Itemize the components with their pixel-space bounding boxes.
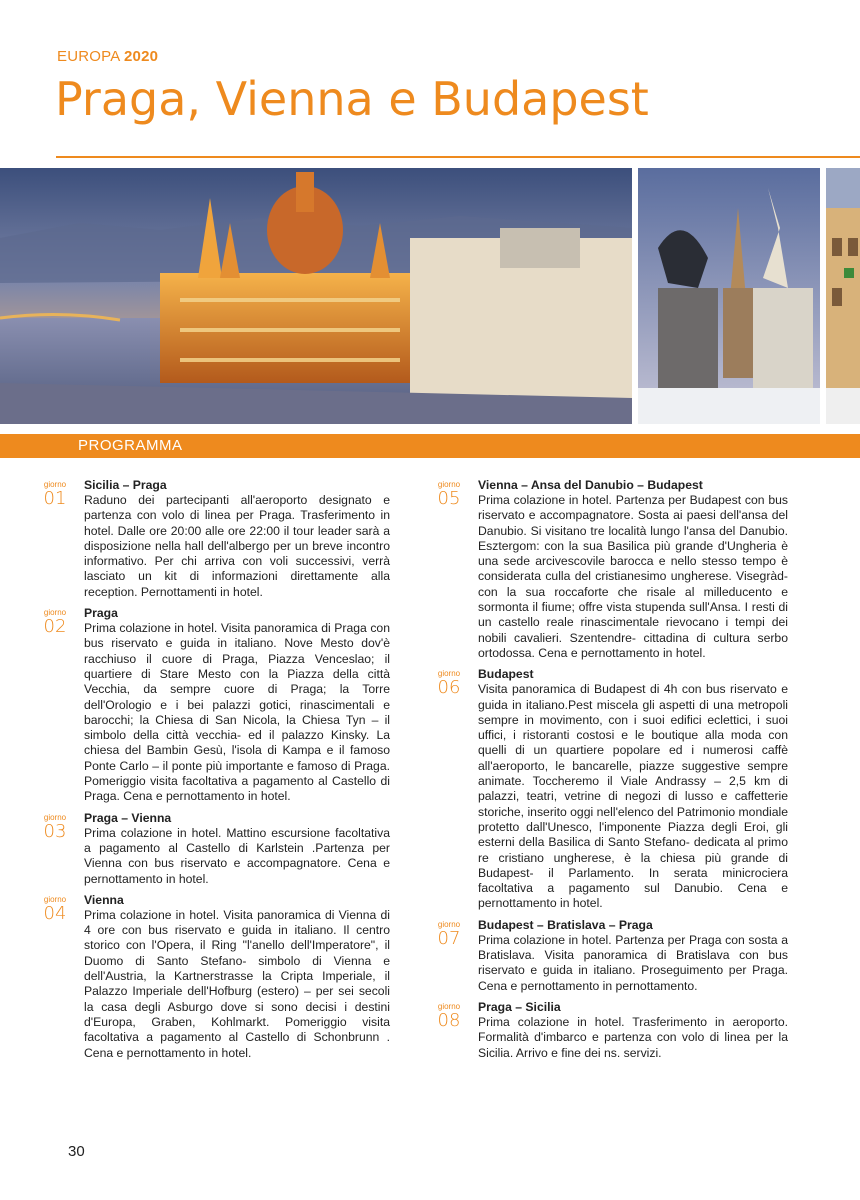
day-title: Praga [84, 606, 118, 621]
kicker [57, 48, 158, 65]
day-word: giorno [437, 1001, 461, 1011]
day-number: 06 [437, 677, 461, 699]
day-entry [432, 667, 788, 911]
day-number: 08 [437, 1009, 461, 1031]
vienna-statue-photo [638, 168, 820, 424]
day-word: giorno [43, 894, 67, 904]
day-word: giorno [437, 480, 461, 489]
day-title: Vienna – Ansa del Danubio – Budapest [478, 478, 703, 492]
day-text: Prima colazione in hotel. Partenza per Praga con sosta a Bratislava. Visita panoramica di Bratislava con bus riservato e guida in italiano. Proseguimento per Praga. Cena e pernottamento in pernottamento. [478, 932, 788, 993]
day-entry [38, 893, 390, 1061]
day-number: 03 [43, 820, 67, 842]
kicker-year: 2020 [123, 48, 159, 65]
section-label: PROGRAMMA [78, 437, 183, 454]
day-label [38, 480, 72, 508]
day-number: 04 [43, 902, 67, 924]
day-title: Praga – Sicilia [478, 999, 561, 1014]
page-number: 30 [68, 1143, 85, 1160]
day-entry [432, 478, 788, 661]
day-title: Sicilia – Praga [84, 478, 167, 492]
day-label [432, 480, 466, 508]
building-photo-partial [826, 168, 860, 424]
day-number: 01 [43, 488, 67, 509]
day-entry [432, 1000, 788, 1061]
day-label [38, 813, 72, 841]
day-label [38, 608, 72, 636]
day-word: giorno [43, 480, 67, 489]
page-title: Praga, Vienna e Budapest [55, 72, 649, 126]
day-text: Prima colazione in hotel. Mattino escursione facoltativa a pagamento al Castello di Karlstein .Partenza per Vienna con bus riservato e accompagnatore. Cena e pernottamento in hotel. [84, 825, 390, 886]
title-rule [56, 156, 860, 158]
day-number: 05 [437, 488, 461, 509]
day-text: Prima colazione in hotel. Visita panoramica di Vienna di 4 ore con bus riservato e guida in italiano. Il centro storico con l'Opera, il Ring "l'anello dell'Imperatore", il Duomo di Santo Stefano- simbolo di Vienna e dell'Austria, la Kartnerstrasse la Cripta Imperiale, il Palazzo Imperiale dell'Hofburg (estero) – per sei secoli la casa degli Asburgo dove si sono decisi i destini d'Europa, Graben, Kohlmarkt. Pomeriggio visita facoltativa a pagamento al Castello di Schonbrunn . Cena e pernottamento in hotel. [84, 907, 390, 1060]
day-word: giorno [43, 812, 67, 822]
section-band [0, 434, 860, 458]
day-text: Raduno dei partecipanti all'aeroporto designato e partenza con volo di linea per Praga. Trasferimento in hotel. Dalle ore 20:00 alle ore 22:00 il tour leader sarà a disposizione nella hall dell'albergo per un breve incontro informativo. Per chi arriva con voli successivi, verrà lasciato un kit di informazioni direttamente alla reception. Pernottamenti in hotel. [84, 493, 390, 599]
day-entry [432, 918, 788, 994]
day-entry [38, 606, 390, 805]
photo-strip [0, 168, 860, 424]
day-label [38, 895, 72, 923]
header [57, 48, 158, 65]
day-word: giorno [437, 919, 461, 929]
day-title: Budapest – Bratislava – Praga [478, 917, 653, 932]
day-label [432, 920, 466, 948]
day-word: giorno [437, 669, 461, 679]
day-number: 07 [437, 927, 461, 949]
itinerary-right-column [432, 478, 788, 1067]
day-label [432, 669, 466, 697]
day-text: Prima colazione in hotel. Visita panoramica di Praga con bus riservato e guida in italiano. Nove Mesto dov'è racchiuso il cuore di Praga, Piazza Venceslao; il quartiere di Stare Mesto con la Piazza della città Vecchia, da sempre cuore di Praga; la Torre dell'Orologio e i bei palazzi gotici, rinascimentali e barocchi; la Chiesa di San Nicola, la Chiesa Tyn – il simbolo della città vecchia- ed il palazzo Kinsky. La chiesa del Bambin Gesù, l'isola di Kampa e il famoso Ponte Carlo – il ponte più importante e famoso di Praga. Pomeriggio visita facoltativa a pagamento al Castello di Praga. Cena e pernottamento in hotel. [84, 621, 390, 804]
day-title: Budapest [478, 667, 534, 682]
day-entry [38, 811, 390, 887]
itinerary-left-column [38, 478, 390, 1067]
day-text: Prima colazione in hotel. Partenza per Budapest con bus riservato e accompagnatore. Sosta ai paesi dell'ansa del Danubio. Si visitano tre località lungo l'ansa del Danubio. Esztergom: con la sua Basilica più grande d'Ungheria è una sede arcivescovile barocca e nello stesso tempo è considerata culla del cristianesimo ungherese. Visegràd- con la sua roccaforte che risale al milleducento e sormonta il fiume; offre vista stupenda sull'Ansa. I resti di un castello reale rinascimentale rievocano i tempi dei nobili cavalieri. Szentendre- cittadina di cultura serbo ortodossa. Cena e pernottamento in hotel. [478, 493, 788, 660]
kicker-region: EUROPA [57, 48, 120, 65]
day-word: giorno [43, 608, 67, 618]
day-text: Visita panoramica di Budapest di 4h con bus riservato e guida in italiano.Pest miscela gli aspetti di una metropoli sempre in movimento, con i suoi edifici eclettici, i suoi uffici, i ristoranti costosi e le boutique alla moda con quelli di un quartiere popolare ed i numerosi caffè all'aeroporto, le bancarelle, piazze suggestive sempre animate. Toccheremo il Viale Andrassy – 2,5 km di palazzi, teatri, vetrine di negozi di lusso e caffetterie storiche, inserito oggi nell'elenco del Patrimonio mondiale protetto dall'Unesco, l'imponente Piazza degli Eroi, gli esterni della Basilica di Santo Stefano- dedicata al primo re cristiano ungherese, è la chiesa più grande di Budapest- il Parlamento. In serata minicrociera facoltativa a pagamento sul Danubio. Cena e pernottamento in hotel. [478, 682, 788, 911]
day-title: Vienna [84, 892, 124, 907]
day-number: 02 [43, 616, 67, 638]
budapest-parliament-photo [0, 168, 632, 424]
day-title: Praga – Vienna [84, 810, 172, 825]
day-label [432, 1002, 466, 1030]
day-text: Prima colazione in hotel. Trasferimento in aeroporto. Formalità d'imbarco e partenza con volo di linea per la Sicilia. Arrivo e fine dei ns. servizi. [478, 1014, 788, 1060]
day-entry [38, 478, 390, 600]
